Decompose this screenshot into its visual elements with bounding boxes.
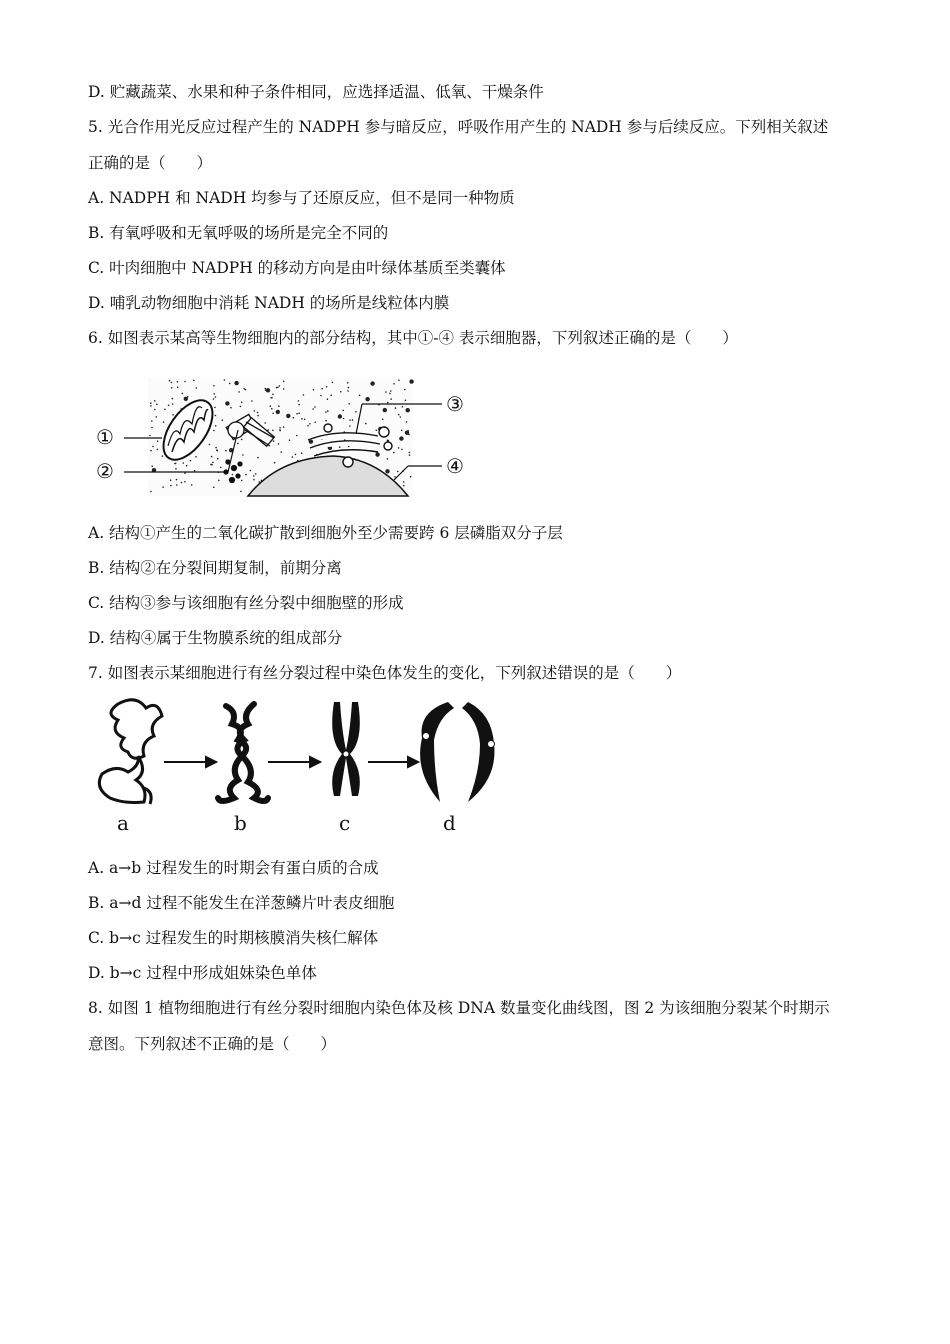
stipple-dot	[172, 398, 174, 400]
stipple-dot	[271, 397, 273, 399]
stipple-dot	[172, 414, 174, 416]
stipple-dot	[355, 411, 357, 413]
stipple-dot	[257, 457, 259, 459]
stipple-dot	[212, 462, 214, 464]
stipple-dot	[326, 386, 328, 388]
stipple-dot	[276, 387, 278, 389]
stipple-dot	[214, 407, 216, 409]
stipple-dot	[264, 422, 266, 424]
stipple-dot	[274, 462, 276, 464]
stipple-dot	[301, 418, 303, 420]
stipple-dot	[279, 385, 281, 387]
stipple-dot	[352, 419, 354, 421]
stipple-dot	[298, 400, 300, 402]
stipple-dot	[151, 465, 153, 467]
q6-option-c: C. 结构③参与该细胞有丝分裂中细胞壁的形成	[88, 594, 404, 612]
q5-option-c: C. 叶肉细胞中 NADPH 的移动方向是由叶绿体基质至类囊体	[88, 259, 506, 277]
stipple-dot	[181, 482, 183, 484]
stipple-dot	[171, 387, 173, 389]
stipple-dot	[402, 406, 404, 408]
stipple-dot	[213, 398, 215, 400]
stipple-dot	[218, 480, 220, 482]
q7-option-c: C. b→c 过程发生的时期核膜消失核仁解体	[88, 929, 379, 947]
stipple-dot	[157, 440, 159, 442]
stipple-dot	[403, 485, 405, 487]
stipple-dot	[340, 391, 342, 393]
stipple-dot	[304, 419, 306, 421]
label-2: ②	[96, 459, 114, 483]
stipple-dot	[314, 406, 316, 408]
q5-option-a: A. NADPH 和 NADH 均参与了还原反应，但不是同一种物质	[88, 189, 515, 207]
stipple-dot	[273, 440, 275, 442]
stipple-dot	[154, 409, 156, 411]
stipple-dot	[277, 387, 279, 389]
stipple-dot	[170, 479, 172, 481]
stipple-dot	[211, 456, 213, 458]
stipple-dot	[213, 487, 215, 489]
q6-option-a: A. 结构①产生的二氧化碳扩散到细胞外至少需要跨 6 层磷脂双分子层	[88, 524, 563, 542]
stipple-dot	[222, 419, 224, 421]
stipple-dot	[196, 387, 198, 389]
stipple-dot	[327, 398, 329, 400]
stipple-dot	[266, 388, 270, 392]
stipple-dot	[265, 388, 267, 390]
stipple-dot	[292, 456, 294, 458]
stipple-dot	[409, 379, 413, 383]
stipple-dot	[257, 415, 259, 417]
stipple-dot	[327, 410, 329, 412]
q7-option-b: B. a→d 过程不能发生在洋葱鳞片叶表皮细胞	[88, 894, 395, 912]
stipple-dot	[157, 449, 159, 451]
stipple-dot	[289, 439, 291, 441]
stipple-dot	[240, 406, 242, 408]
arrow-a-b	[164, 757, 216, 767]
stipple-dot	[195, 456, 197, 458]
stipple-dot	[253, 475, 255, 477]
stipple-dot	[332, 382, 334, 384]
stipple-dot	[170, 485, 172, 487]
stipple-dot	[151, 427, 153, 429]
cell-structure-figure	[88, 372, 488, 502]
stipple-dot	[320, 395, 322, 397]
stipple-dot	[245, 389, 247, 391]
stipple-dot	[162, 455, 164, 457]
stipple-dot	[349, 425, 351, 427]
stipple-dot	[348, 387, 350, 389]
stipple-dot	[241, 439, 243, 441]
stipple-dot	[217, 458, 219, 460]
stipple-dot	[272, 394, 274, 396]
stipple-dot	[281, 451, 283, 453]
stipple-dot	[184, 481, 186, 483]
stipple-dot	[394, 476, 396, 478]
stipple-dot	[296, 413, 298, 415]
stipple-dot	[245, 474, 247, 476]
stipple-dot	[232, 474, 234, 476]
stipple-dot	[272, 413, 274, 415]
stipple-dot	[387, 402, 389, 404]
stipple-dot	[343, 418, 345, 420]
stipple-dot	[215, 415, 217, 417]
stipple-dot	[295, 454, 297, 456]
stipple-dot	[213, 385, 215, 387]
stipple-dot	[303, 394, 305, 396]
stipple-dot	[210, 464, 212, 466]
stipple-dot	[272, 430, 274, 432]
stipple-dot	[405, 431, 409, 435]
stipple-dot	[176, 479, 178, 481]
stipple-dot	[385, 391, 387, 393]
stipple-dot	[163, 421, 165, 423]
stipple-dot	[225, 401, 229, 405]
stipple-dot	[151, 420, 153, 422]
label-b: b	[234, 811, 247, 835]
q8-stem-line-1: 8. 如图 1 植物细胞进行有丝分裂时细胞内染色体及核 DNA 数量变化曲线图，图 2 为该细胞分裂某个时期示	[88, 999, 830, 1017]
stipple-dot	[279, 427, 281, 429]
stipple-dot	[398, 379, 400, 381]
stipple-dot	[220, 467, 222, 469]
label-c: c	[339, 811, 351, 835]
stipple-dot	[149, 435, 151, 437]
stipple-dot	[164, 409, 166, 411]
stipple-dot	[406, 421, 408, 423]
stipple-dot	[401, 430, 403, 432]
stipple-dot	[177, 381, 179, 383]
stipple-dot	[376, 430, 378, 432]
stipple-dot	[186, 465, 188, 467]
label-1: ①	[96, 425, 114, 449]
stipple-dot	[286, 414, 290, 418]
stipple-dot	[403, 481, 405, 483]
stipple-dot	[390, 398, 392, 400]
stipple-dot	[330, 394, 332, 396]
stipple-dot	[270, 405, 272, 407]
stipple-dot	[347, 382, 349, 384]
stipple-dot	[387, 458, 389, 460]
stipple-dot	[230, 407, 232, 409]
stipple-dot	[382, 419, 384, 421]
stipple-dot	[234, 381, 238, 385]
q5-stem-line-1: 5. 光合作用光反应过程产生的 NADPH 参与暗反应，呼吸作用产生的 NADH 参与后续反应。下列相关叙述	[88, 118, 829, 136]
stipple-dot	[242, 454, 244, 456]
stipple-dot	[400, 416, 402, 418]
q5-option-b: B. 有氧呼吸和无氧呼吸的场所是完全不同的	[88, 224, 389, 242]
stipple-dot	[168, 405, 170, 407]
stipple-dot	[214, 393, 216, 395]
q7-option-d: D. b→c 过程中形成姐妹染色单体	[88, 964, 317, 982]
stipple-dot	[393, 383, 395, 385]
stipple-dot	[278, 405, 280, 407]
stipple-dot	[409, 452, 411, 454]
label-4: ④	[446, 454, 464, 478]
stipple-dot	[154, 400, 156, 402]
stipple-dot	[393, 452, 395, 454]
stipple-dot	[265, 389, 267, 391]
stipple-dot	[190, 460, 192, 462]
label-3: ③	[446, 392, 464, 416]
stipple-dot	[325, 420, 327, 422]
stipple-dot	[215, 425, 217, 427]
stipple-dot	[240, 491, 242, 493]
q6-option-d: D. 结构④属于生物膜系统的组成部分	[88, 629, 343, 647]
stipple-dot	[339, 446, 341, 448]
stipple-dot	[229, 383, 231, 385]
stipple-dot	[217, 450, 219, 452]
stipple-dot	[338, 414, 342, 418]
arrow-b-c	[268, 757, 320, 767]
q6-option-b: B. 结构②在分裂间期复制，前期分离	[88, 559, 342, 577]
stipple-dot	[283, 388, 285, 390]
stipple-dot	[404, 389, 406, 391]
stipple-dot	[401, 449, 403, 451]
stipple-dot	[349, 419, 351, 421]
stipple-dot	[241, 480, 243, 482]
stipple-dot	[296, 435, 298, 437]
stipple-dot	[397, 471, 399, 473]
stipple-dot	[250, 470, 252, 472]
stipple-dot	[172, 403, 174, 405]
stipple-dot	[278, 443, 280, 445]
stipple-dot	[307, 425, 309, 427]
q7-stem: 7. 如图表示某细胞进行有丝分裂过程中染色体发生的变化，下列叙述错误的是（ ）	[88, 664, 682, 682]
stipple-dot	[406, 408, 410, 412]
stipple-dot	[238, 391, 240, 393]
stipple-dot	[348, 446, 350, 448]
stipple-dot	[298, 413, 300, 415]
stipple-dot	[152, 446, 154, 448]
stipple-dot	[169, 380, 171, 382]
stipple-dot	[312, 408, 314, 410]
stipple-dot	[276, 410, 280, 414]
stipple-dot	[191, 484, 193, 486]
stipple-dot	[398, 447, 400, 449]
stipple-dot	[241, 402, 243, 404]
stipple-dot	[385, 469, 389, 473]
stipple-dot	[389, 393, 391, 395]
stipple-dot	[409, 454, 411, 456]
stipple-dot	[367, 400, 369, 402]
stipple-dot	[298, 404, 300, 406]
chromatin-b	[218, 704, 268, 801]
q5-stem-line-2: 正确的是（ ）	[88, 154, 213, 172]
stipple-dot	[325, 411, 327, 413]
stipple-dot	[237, 443, 239, 445]
q7-option-a: A. a→b 过程发生的时期会有蛋白质的合成	[88, 859, 379, 877]
stipple-dot	[150, 402, 152, 404]
stipple-dot	[365, 423, 367, 425]
chromosome-c	[332, 702, 360, 796]
stipple-dot	[370, 381, 374, 385]
stipple-dot	[390, 390, 392, 392]
stipple-dot	[213, 430, 215, 432]
stipple-dot	[257, 412, 259, 414]
stipple-dot	[279, 430, 281, 432]
q5-option-d: D. 哺乳动物细胞中消耗 NADH 的场所是线粒体内膜	[88, 294, 450, 312]
stipple-dot	[187, 396, 189, 398]
stipple-dot	[405, 400, 407, 402]
stipple-dot	[175, 463, 177, 465]
stipple-dot	[255, 473, 257, 475]
stipple-dot	[215, 396, 217, 398]
stipple-dot	[347, 390, 349, 392]
stipple-dot	[410, 476, 412, 478]
stipple-dot	[182, 393, 184, 395]
stipple-dot	[175, 468, 177, 470]
stipple-dot	[183, 462, 185, 464]
stipple-dot	[251, 400, 253, 402]
stipple-dot	[177, 386, 179, 388]
stipple-dot	[254, 410, 256, 412]
chromosome-change-figure	[88, 692, 508, 837]
stipple-dot	[309, 423, 311, 425]
stipple-dot	[209, 444, 211, 446]
stipple-dot	[293, 417, 295, 419]
label-a: a	[117, 811, 129, 835]
stipple-dot	[194, 470, 196, 472]
stipple-dot	[193, 380, 195, 382]
stipple-dot	[359, 395, 361, 397]
stipple-dot	[171, 382, 173, 384]
stipple-dot	[253, 479, 255, 481]
stipple-dot	[283, 381, 285, 383]
stipple-dot	[225, 450, 227, 452]
stipple-dot	[156, 416, 158, 418]
stipple-dot	[399, 436, 403, 440]
stipple-dot	[395, 407, 397, 409]
q4-option-d: D. 贮藏蔬菜、水果和种子条件相同，应选择适温、低氧、干燥条件	[88, 83, 544, 101]
stipple-dot	[271, 408, 273, 410]
stipple-dot	[184, 381, 186, 383]
stipple-dot	[313, 389, 315, 391]
q8-stem-line-2: 意图。下列叙述不正确的是（ ）	[88, 1035, 337, 1053]
chromatin-a	[99, 700, 162, 804]
stipple-dot	[150, 450, 152, 452]
stipple-dot	[398, 414, 400, 416]
stipple-dot	[383, 408, 387, 412]
stipple-dot	[156, 403, 158, 405]
arrow-c-d	[368, 757, 418, 767]
stipple-dot	[321, 388, 323, 390]
stipple-dot	[162, 486, 164, 488]
chromosome-d	[420, 702, 494, 802]
stipple-dot	[314, 422, 316, 424]
stipple-dot	[375, 452, 379, 456]
stipple-dot	[224, 379, 226, 381]
stipple-dot	[150, 405, 152, 407]
stipple-dot	[342, 410, 344, 412]
q6-stem: 6. 如图表示某高等生物细胞内的部分结构，其中①-④ 表示细胞器，下列叙述正确的是（ ）	[88, 329, 738, 347]
label-d: d	[443, 811, 456, 835]
stipple-dot	[301, 452, 303, 454]
stipple-dot	[176, 484, 178, 486]
stipple-dot	[283, 426, 285, 428]
stipple-dot	[215, 447, 217, 449]
stipple-dot	[348, 403, 350, 405]
stipple-dot	[150, 491, 152, 493]
